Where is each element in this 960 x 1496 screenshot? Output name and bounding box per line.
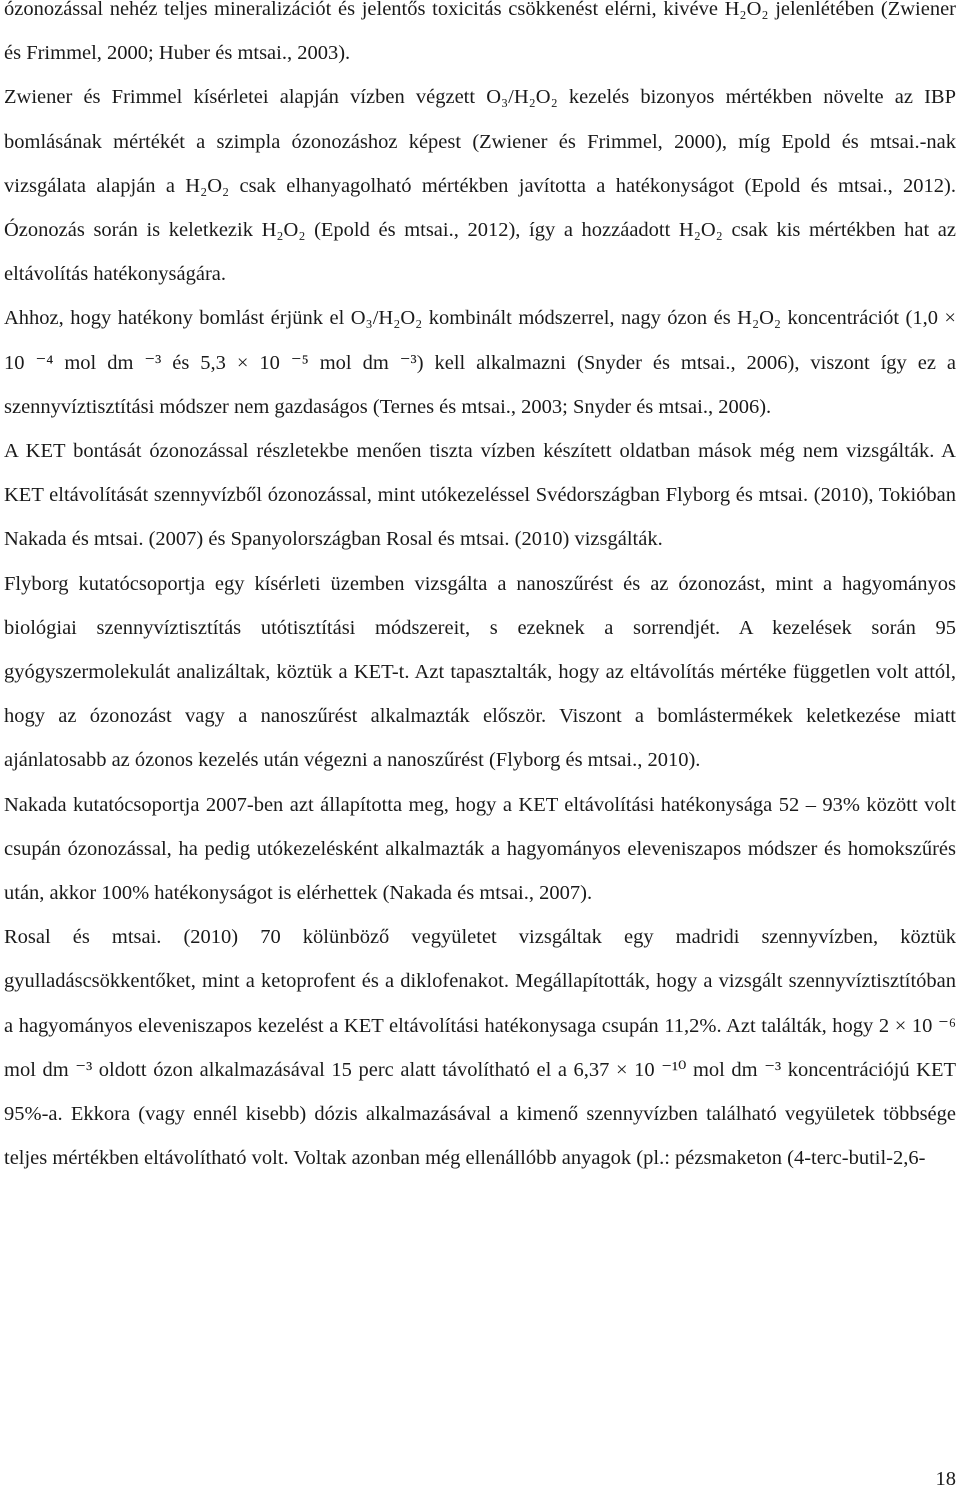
text-line: Ahhoz, hogy hatékony bomlást érjünk el O₃/H₂O₂ kombinált módszerrel, nagy ózon és H₂O₂ <box>4 307 788 330</box>
text-line: és mtsai., 2007). <box>457 882 593 905</box>
text-line: hagyományos biológiai szennyvíztisztítás utótisztítási módszereit, s ezeknek a sorrendjét. A <box>4 572 956 639</box>
text-line: koncentrációt (1,0 × 10 ⁻⁴ mol dm ⁻³ és 5,3 × 10 ⁻⁵ mol dm ⁻³) kell alkalmazni (Snyder és mtsai., <box>4 307 956 374</box>
text-line: 2000), míg Epold és mtsai.-nak vizsgálata alapján a H₂O₂ csak elhanyagolható mértékben <box>4 130 956 197</box>
text-line: javította a hatékonyságot (Epold és mtsai., 2012). Ózonozás során is keletkezik H₂O₂ (Epold és <box>4 174 956 242</box>
text-line: először. Viszont a bomlástermékek keletkezése miatt ajánlatosabb az ózonos kezelés után <box>4 705 956 772</box>
text-line: eltávolítás mértéke független volt attól, hogy az ózonozást vagy a nanoszűrést alkalmazták <box>4 661 957 728</box>
text-line: Rosal és mtsai. (2010) 70 kölünböző vegyületet vizsgáltak egy madridi szennyvízben, köztük <box>4 926 956 949</box>
text-line: eleveniszapos módszer és homokszűrés után, akkor 100% hatékonyságot is elérhettek (Nakada <box>4 837 957 905</box>
paragraph-flyborg <box>4 562 956 783</box>
text-line: 2006), viszont így ez a szennyvíztisztítási módszer nem gazdaságos (Ternes és mtsai., 2003; <box>4 351 956 418</box>
text-line: kezelések során 95 gyógyszermolekulát analizáltak, köztük a KET-t. Azt tapasztalták, hogy az <box>4 616 956 684</box>
text-line: távolítható el a 6,37 × 10 ⁻¹⁰ mol dm ⁻³ koncentrációjú KET 95%-a. Ekkora (vagy ennél kisebb) <box>4 1058 956 1126</box>
text-line: gyulladáscsökkentőket, mint a ketoprofent és a diklofenakot. Megállapították, hogy a vizsgált <box>4 970 789 993</box>
paragraph-ozonation-intro <box>4 0 956 75</box>
text-line: növelte az IBP bomlásának mértékét a szimpla ózonozáshoz képest (Zwiener és Frimmel, <box>4 86 956 153</box>
text-line: jelenlétében (Zwiener és Frimmel, 2000; Huber és mtsai., 2003). <box>4 0 956 65</box>
text-line: szennyvíztisztítóban a hagyományos eleveniszapos kezelést a KET eltávolítási hatékonysaga <box>4 970 956 1037</box>
page-number: 18 <box>935 1468 956 1490</box>
text-line: csupán 11,2%. Azt találták, hogy 2 × 10 ⁻⁶ mol dm ⁻³ oldott ózon alkalmazásával 15 perc alatt <box>4 1014 956 1081</box>
paragraph-zwiener-frimmel <box>4 75 956 296</box>
text-line: Spanyolországban Rosal és mtsai. (2010) vizsgálták. <box>230 528 663 551</box>
text-line: Flyborg kutatócsoportja egy kísérleti üzemben vizsgálta a nanoszűrést és az ózonozást, mint a <box>4 572 843 595</box>
text-line: Nakada kutatócsoportja 2007-ben azt állapította meg, hogy a KET eltávolítási hatékonysága 52 <box>4 793 806 816</box>
text-line: nem vizsgálták. A KET eltávolítását szennyvízből ózonozással, mint utókezeléssel <box>4 440 956 507</box>
paragraph-ket-overview <box>4 429 956 562</box>
text-line: mtsai., 2012), így a hozzáadott H₂O₂ csak kis mértékben hat az eltávolítás hatékonyságára. <box>4 219 956 286</box>
text-line: végezni a nanoszűrést (Flyborg és mtsai., 2010). <box>303 749 701 772</box>
paragraph-rosal <box>4 915 956 1180</box>
text-line: ózonozással nehéz teljes mineralizációt és jelentős toxicitás csökkenést elérni, kivéve H₂O₂ <box>4 0 776 20</box>
text-line: Snyder és mtsai., 2006). <box>573 395 772 418</box>
text-line: – 93% között volt csupán ózonozással, ha pedig utókezelésként alkalmazták a hagyományos <box>4 793 956 860</box>
text-line: eltávolítható volt. Voltak azonban még ellenállóbb anyagok (pl.: pézsmaketon (4-terc-butil-2,6- <box>144 1147 926 1170</box>
text-line: Svédországban Flyborg és mtsai. (2010), Tokióban Nakada és mtsai. (2007) és <box>4 484 956 551</box>
text-line: dózis alkalmazásával a kimenő szennyvízben található vegyületek többsége teljes mértékben <box>4 1103 956 1170</box>
text-line: Zwiener és Frimmel kísérletei alapján vízben végzett O₃/H₂O₂ kezelés bizonyos mértékben <box>4 86 824 109</box>
document-page <box>4 0 956 1180</box>
paragraph-nakada <box>4 783 956 916</box>
text-line: A KET bontását ózonozással részletekbe menően tiszta vízben készített oldatban mások még <box>4 440 803 463</box>
paragraph-concentration <box>4 296 956 429</box>
